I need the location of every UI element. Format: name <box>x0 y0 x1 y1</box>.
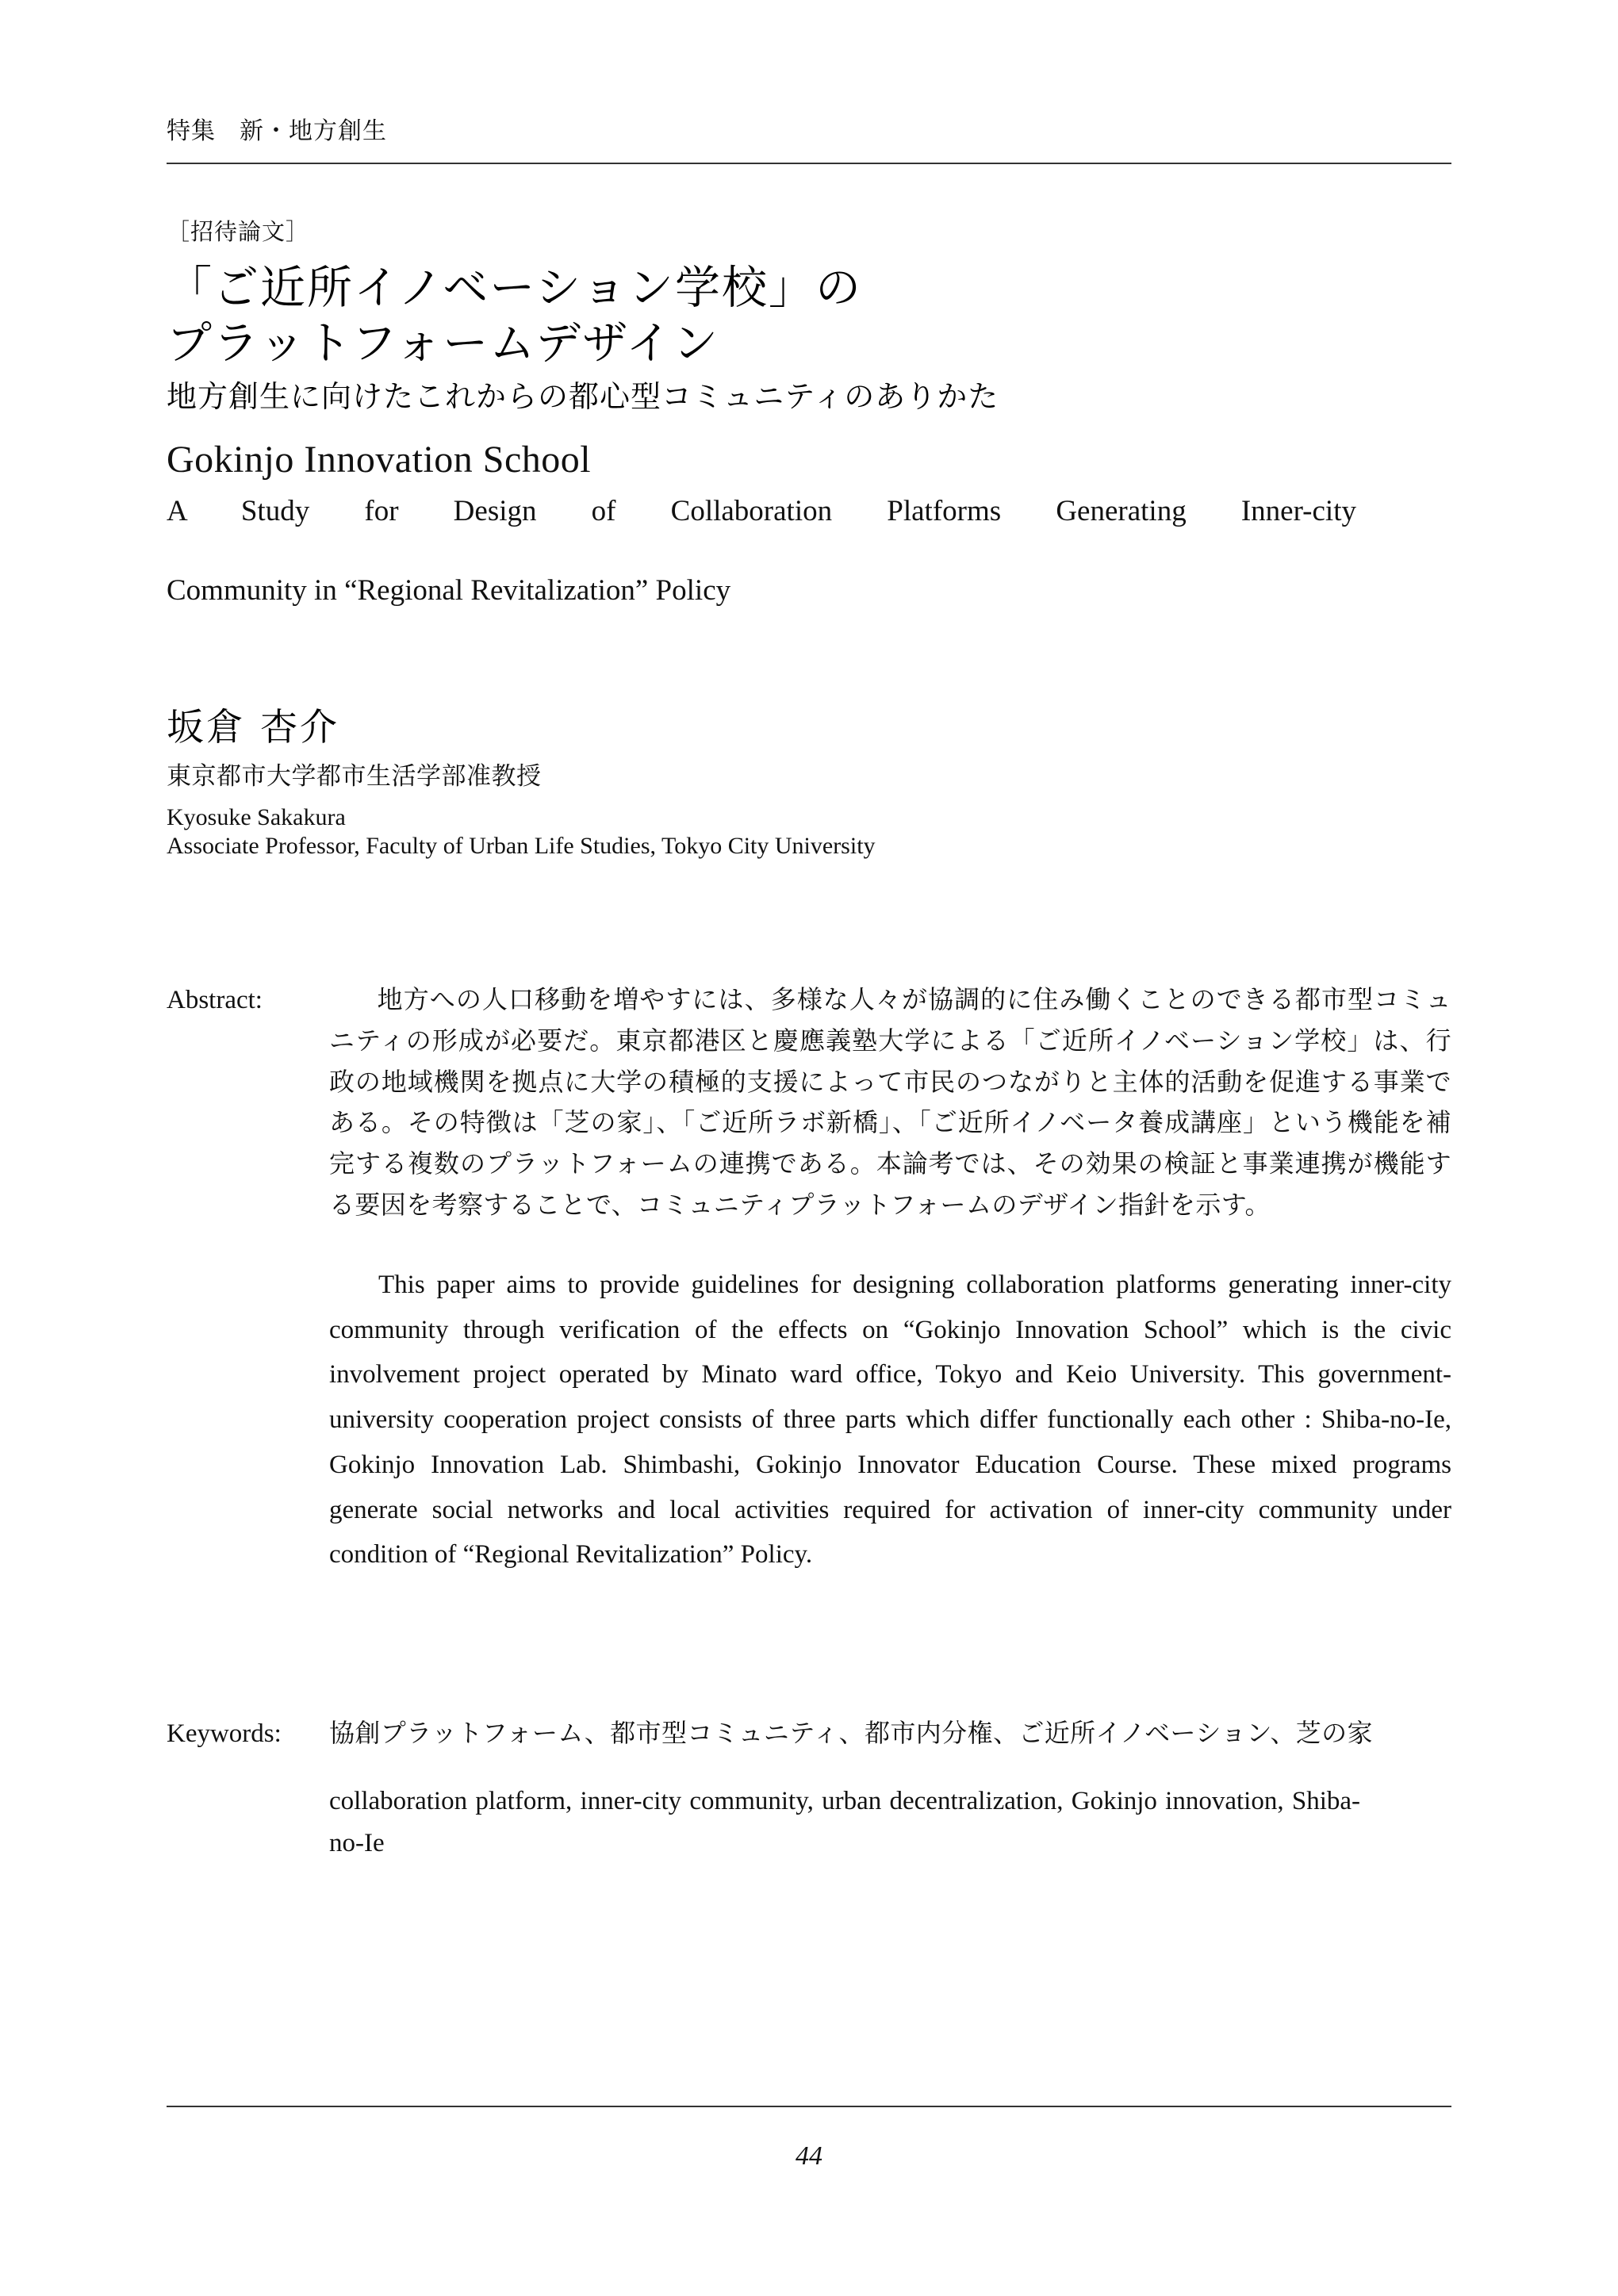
article-kind-label: ［招待論文］ <box>167 218 310 245</box>
abstract-text-japanese <box>329 979 1451 1226</box>
title-japanese-line-1: 「ご近所イノベーション学校」の <box>167 262 863 314</box>
subtitle-japanese: 地方創生に向けたこれからの都心型コミュニティのありかた <box>167 379 999 415</box>
abstract-japanese-content: 地方への人口移動を増やすには、多様な人々が協調的に住み働くことのできる都市型コミュニティの形成が必要だ。東京都港区と慶應義塾大学による「ご近所イノベーション学校」は、行政の地域機関を拠点に大学の積極的支援によって市民のつながりと主体的活動を促進する事業である。その特徴は「芝の家」、「ご近所ラボ新橋」、「ご近所イノベータ養成講座」という機能を補完する複数のプラットフォームの連携である。本論考では、その効果の検証と事業連携が機能する要因を考察することで、コミュニティプラットフォームのデザイン指針を示す。 <box>329 984 1451 1221</box>
abstract-block <box>167 979 1451 1577</box>
running-head <box>167 111 1451 146</box>
abstract-row <box>167 979 1451 1577</box>
author-name-english: Kyosuke Sakakura <box>167 804 346 830</box>
author-block <box>167 698 1436 860</box>
title-japanese <box>167 261 1459 371</box>
keywords-block <box>167 1713 1451 1865</box>
subtitle-english-line-1: A Study for Design of Collaboration Platforms Generating Inner-city <box>167 494 1356 527</box>
keywords-body <box>329 1713 1451 1865</box>
author-name-japanese: 坂倉 杏介 <box>167 706 339 749</box>
abstract-body <box>329 979 1451 1577</box>
running-head-feature-label: 特集 <box>167 117 216 145</box>
keywords-row <box>167 1713 1451 1865</box>
author-affiliation-japanese: 東京都市大学都市生活学部准教授 <box>167 762 542 791</box>
abstract-label: Abstract: <box>167 986 263 1014</box>
subtitle-english-line-2: Community in “Regional Revitalization” Policy <box>167 573 731 607</box>
abstract-text-english <box>329 1263 1451 1577</box>
author-affiliation-english: Associate Professor, Faculty of Urban Life Studies, Tokyo City University <box>167 833 876 859</box>
running-head-feature-title: 新・地方創生 <box>240 117 387 145</box>
title-japanese-line-2: プラットフォームデザイン <box>167 316 720 370</box>
keywords-text-english: collaboration platform, inner-city community, urban decentralization, Gokinjo innovation, Shiba-no-Ie <box>329 1787 1360 1857</box>
abstract-english-content: This paper aims to provide guidelines for designing collaboration platforms generating inner-city community through verification of the effects on “Gokinjo Innovation School” which is the civic involvement project operated by Minato ward office, Tokyo and Keio University. This government-university cooperation project consists of three parts which differ functionally each other : Shiba-no-Ie, Gokinjo Innovation Lab. Shimbashi, Gokinjo Innovator Education Course. These mixed programs generate social networks and local activities required for activation of inner-city community under condition of “Regional Revitalization” Policy. <box>329 1270 1451 1570</box>
title-english: Gokinjo Innovation School <box>167 439 592 481</box>
header-divider <box>167 163 1451 164</box>
keywords-text-japanese: 協創プラットフォーム、都市型コミュニティ、都市内分権、ご近所イノベーション、芝の家 <box>329 1718 1373 1748</box>
title-block <box>167 214 1459 610</box>
keywords-label: Keywords: <box>167 1719 282 1748</box>
footer-divider <box>167 2106 1451 2107</box>
page-number: 44 <box>796 2141 822 2171</box>
subtitle-english <box>167 492 1356 611</box>
